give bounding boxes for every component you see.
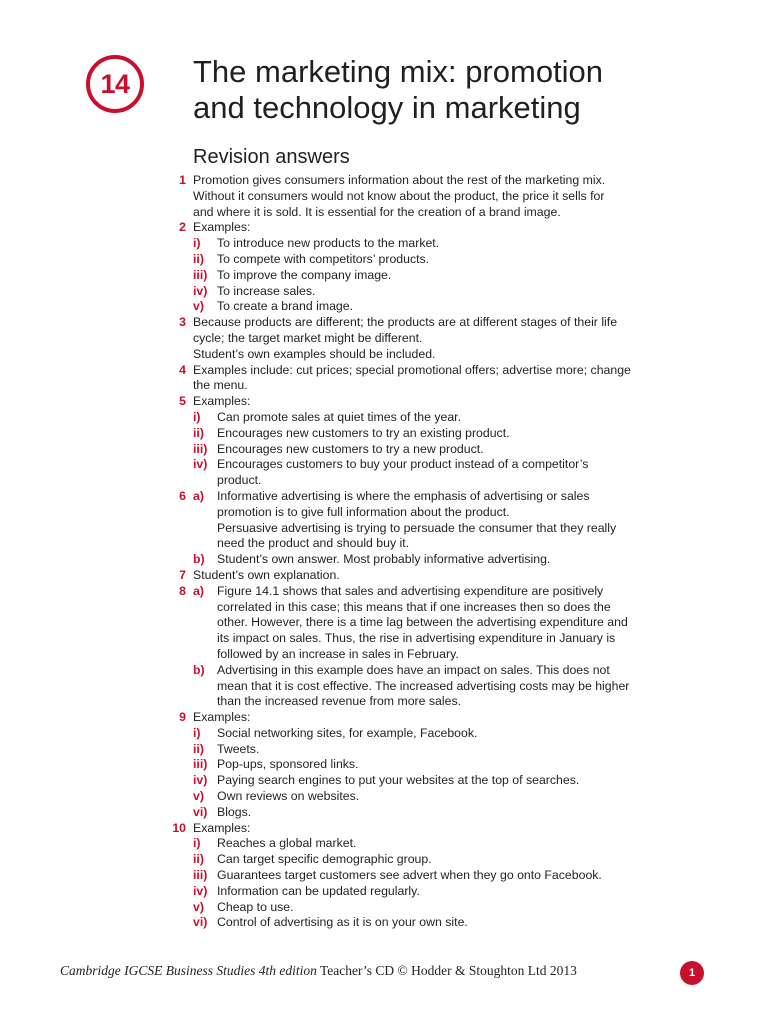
item-text: Tweets. <box>217 741 260 756</box>
answer-number: 1 <box>179 173 186 187</box>
answer-line: Student’s own answer. Most probably informative advertising. <box>217 552 551 567</box>
item-label: a) <box>193 488 204 503</box>
item-text-continued: product. <box>217 473 262 488</box>
answer-intro: Examples: <box>193 394 251 409</box>
item-text: Guarantees target customers see advert when they go onto Facebook. <box>217 868 602 883</box>
page-footer <box>60 963 577 979</box>
sub-answer-a <box>193 489 713 552</box>
answer-9 <box>179 710 713 821</box>
answer-number: 4 <box>179 362 186 377</box>
answer-7 <box>179 567 713 584</box>
item-text: Encourages new customers to try an existing product. <box>217 425 510 440</box>
page-number-badge <box>680 961 704 985</box>
item-text: Reaches a global market. <box>217 836 357 851</box>
item-label: iii) <box>193 267 208 282</box>
answer-line: Because products are different; the products are at different stages of their life <box>193 315 618 330</box>
item-text: Can target specific demographic group. <box>217 852 432 867</box>
answer-10 <box>172 820 713 932</box>
list-item <box>193 789 713 805</box>
page-number: 1 <box>688 967 696 979</box>
item-label: i) <box>193 725 201 740</box>
list-item <box>193 236 713 252</box>
item-label: ii) <box>193 741 204 756</box>
item-label: i) <box>193 409 201 424</box>
list-item <box>193 773 713 789</box>
item-text: To compete with competitors’ products. <box>217 251 430 266</box>
answer-line: Advertising in this example does have an impact on sales. This does not <box>217 662 610 677</box>
list-item <box>193 915 713 931</box>
item-text: To create a brand image. <box>217 299 354 314</box>
answer-3 <box>179 315 713 362</box>
list-item <box>193 426 713 442</box>
item-text: Encourages new customers to try a new product. <box>217 441 484 456</box>
answer-5 <box>179 394 713 489</box>
sub-answer-b <box>193 552 713 568</box>
answer-line: need the product and should buy it. <box>217 536 410 551</box>
item-label: i) <box>193 236 201 251</box>
item-label: b) <box>193 552 205 567</box>
list-item <box>193 884 713 900</box>
section-title: Revision answers <box>193 146 350 168</box>
answer-1 <box>179 173 713 220</box>
answer-line: than the increased revenue from more sales. <box>217 694 462 709</box>
answer-line: the menu. <box>193 378 248 393</box>
answer-2 <box>179 220 713 315</box>
answer-number: 5 <box>179 394 186 409</box>
item-label: iv) <box>193 457 208 472</box>
answer-number: 7 <box>179 567 186 582</box>
list-item <box>193 900 713 916</box>
list-item <box>193 726 713 742</box>
list-item <box>193 442 713 458</box>
item-label: i) <box>193 836 201 851</box>
item-label: iii) <box>193 441 208 456</box>
item-text: Own reviews on websites. <box>217 789 360 804</box>
item-label: ii) <box>193 852 204 867</box>
item-label: a) <box>193 583 204 598</box>
answer-4 <box>179 362 713 395</box>
list-item <box>193 284 713 300</box>
item-label: v) <box>193 899 204 914</box>
item-text: To introduce new products to the market. <box>217 236 440 251</box>
list-item <box>193 757 713 773</box>
answer-number: 3 <box>179 315 186 330</box>
item-text: Pop-ups, sponsored links. <box>217 757 359 772</box>
list-item <box>193 252 713 268</box>
item-label: b) <box>193 662 205 677</box>
answer-line: its impact on sales. Thus, the rise in advertising expenditure in January is <box>217 631 616 646</box>
list-item <box>193 268 713 284</box>
list-item <box>193 457 713 489</box>
item-text: Paying search engines to put your websites at the top of searches. <box>217 773 580 788</box>
item-text: Information can be updated regularly. <box>217 883 420 898</box>
sub-answer-a <box>193 584 713 663</box>
item-label: v) <box>193 299 204 314</box>
footer-book-title: Cambridge IGCSE Business Studies 4th edition <box>60 963 317 978</box>
answer-line: Student’s own explanation. <box>193 567 340 582</box>
item-text: Blogs. <box>217 804 252 819</box>
answer-8 <box>179 583 713 710</box>
item-text: Encourages customers to buy your product instead of a competitor’s <box>217 457 589 472</box>
answer-line: Figure 14.1 shows that sales and advertising expenditure are positively <box>217 583 604 598</box>
list-item <box>193 868 713 884</box>
answer-line: promotion is to give full information about the product. <box>217 504 510 519</box>
answer-line: Without it consumers would not know about the product, the price it sells for <box>193 188 605 203</box>
answer-intro: Examples: <box>193 220 251 235</box>
answer-number: 2 <box>179 220 186 235</box>
chapter-number: 14 <box>100 68 130 99</box>
list-item <box>193 742 713 758</box>
answer-line: Promotion gives consumers information about the rest of the marketing mix. <box>193 173 606 187</box>
page-title <box>193 54 713 126</box>
answer-line: Persuasive advertising is trying to persuade the consumer that they really <box>217 520 617 535</box>
item-label: iii) <box>193 868 208 883</box>
answer-line: mean that it is cost effective. The increased advertising costs may be higher <box>217 678 630 693</box>
answer-intro: Examples: <box>193 710 251 725</box>
answer-line: other. However, there is a time lag between the advertising expenditure and <box>217 615 628 630</box>
item-label: iii) <box>193 757 208 772</box>
answer-line: Examples include: cut prices; special promotional offers; advertise more; change <box>193 362 631 377</box>
item-text: Can promote sales at quiet times of the year. <box>217 409 462 424</box>
answer-number: 6 <box>179 488 186 503</box>
item-text: Cheap to use. <box>217 899 294 914</box>
page-title-line-2: and technology in marketing <box>193 90 581 125</box>
item-label: vi) <box>193 804 208 819</box>
answer-line: cycle; the target market might be different. <box>193 330 423 345</box>
answer-line: and where it is sold. It is essential for the creation of a brand image. <box>193 204 561 219</box>
item-label: v) <box>193 789 204 804</box>
item-text: To improve the company image. <box>217 267 392 282</box>
answer-number: 9 <box>179 710 186 725</box>
answers-list <box>172 173 713 931</box>
item-label: ii) <box>193 425 204 440</box>
answer-number: 10 <box>172 820 186 835</box>
item-label: iv) <box>193 883 208 898</box>
page-title-line-1: The marketing mix: promotion <box>193 54 604 89</box>
answer-line: followed by an increase in sales in February. <box>217 646 459 661</box>
item-text: To increase sales. <box>217 283 316 298</box>
item-label: ii) <box>193 251 204 266</box>
item-label: iv) <box>193 773 208 788</box>
sub-answer-b <box>193 663 713 710</box>
item-text: Social networking sites, for example, Facebook. <box>217 725 478 740</box>
list-item <box>193 805 713 821</box>
footer-copyright: Teacher’s CD © Hodder & Stoughton Ltd 2013 <box>316 963 577 978</box>
list-item <box>193 299 713 315</box>
list-item <box>193 852 713 868</box>
list-item <box>193 836 713 852</box>
answer-intro: Examples: <box>193 820 251 835</box>
item-label: vi) <box>193 915 208 930</box>
answer-line: Student’s own examples should be included. <box>193 346 436 361</box>
answer-line: correlated in this case; this means that if one increases then so does the <box>217 599 611 614</box>
item-text: Control of advertising as it is on your own site. <box>217 915 468 930</box>
answer-line: Informative advertising is where the emphasis of advertising or sales <box>217 488 590 503</box>
answer-number: 8 <box>179 583 186 598</box>
chapter-number-badge <box>86 55 144 113</box>
list-item <box>193 410 713 426</box>
answer-6 <box>179 488 713 568</box>
item-label: iv) <box>193 283 208 298</box>
